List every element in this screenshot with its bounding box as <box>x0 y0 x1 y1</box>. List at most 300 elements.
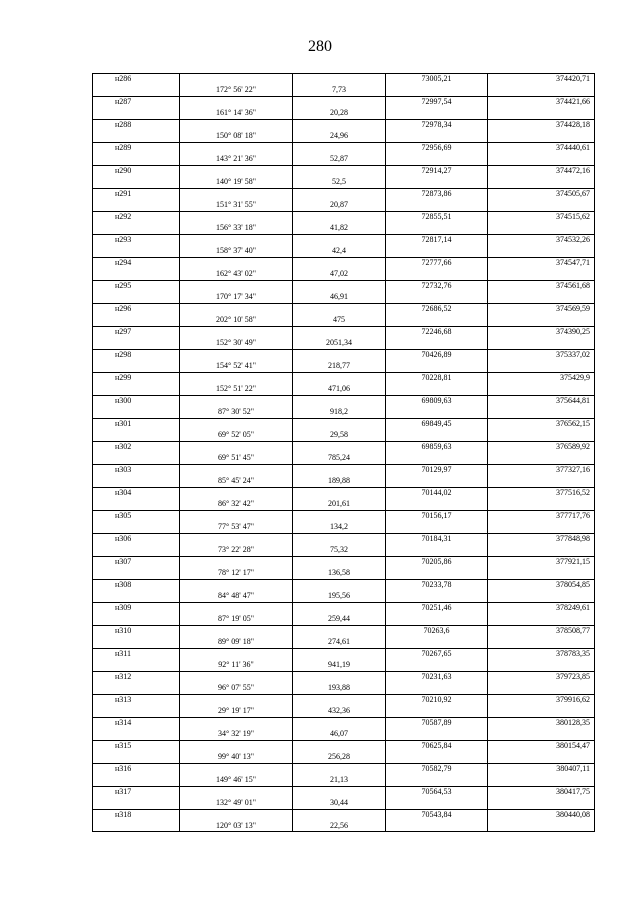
direction-angle-cell <box>180 557 293 568</box>
distance-cell <box>293 603 386 614</box>
point-name-cell: н290 <box>92 166 180 177</box>
direction-angle-cell: 86° 32' 42" <box>180 499 293 511</box>
y-coordinate-cell: 377921,15 <box>488 557 595 568</box>
direction-angle-cell <box>180 304 293 315</box>
distance-cell <box>293 189 386 200</box>
point-name-cell: н311 <box>92 649 180 660</box>
direction-angle-cell: 85° 45' 24" <box>180 476 293 488</box>
table-row-segment <box>92 131 595 143</box>
distance-cell: 201,61 <box>293 499 386 511</box>
table-row-point <box>92 510 595 522</box>
distance-cell: 20,28 <box>293 108 386 120</box>
y-coordinate-cell <box>488 706 595 718</box>
direction-angle-cell <box>180 419 293 430</box>
x-coordinate-cell <box>386 798 488 810</box>
direction-angle-cell <box>180 189 293 200</box>
direction-angle-cell <box>180 511 293 522</box>
point-name-cell: н299 <box>92 373 180 384</box>
y-coordinate-cell <box>488 154 595 166</box>
y-coordinate-cell <box>488 499 595 511</box>
x-coordinate-cell: 69859,63 <box>386 442 488 453</box>
x-coordinate-cell <box>386 499 488 511</box>
direction-angle-cell: 34° 32' 19" <box>180 729 293 741</box>
table-row-segment <box>92 683 595 695</box>
point-name-cell: н310 <box>92 626 180 637</box>
x-coordinate-cell: 70543,84 <box>386 810 488 821</box>
distance-cell: 256,28 <box>293 752 386 764</box>
table-row-segment <box>92 614 595 626</box>
y-coordinate-cell <box>488 775 595 787</box>
y-coordinate-cell <box>488 292 595 304</box>
table-row-segment <box>92 752 595 764</box>
direction-angle-cell: 161° 14' 36" <box>180 108 293 120</box>
x-coordinate-cell: 70233,78 <box>386 580 488 591</box>
table-row-point <box>92 188 595 200</box>
x-coordinate-cell: 70582,79 <box>386 764 488 775</box>
x-coordinate-cell <box>386 545 488 557</box>
point-name-cell: н312 <box>92 672 180 683</box>
y-coordinate-cell <box>488 821 595 832</box>
distance-cell: 195,56 <box>293 591 386 603</box>
point-name-cell <box>92 798 180 810</box>
y-coordinate-cell: 375644,81 <box>488 396 595 407</box>
y-coordinate-cell: 376562,15 <box>488 419 595 430</box>
point-name-cell <box>92 315 180 327</box>
distance-cell <box>293 166 386 177</box>
distance-cell <box>293 787 386 798</box>
y-coordinate-cell <box>488 660 595 672</box>
x-coordinate-cell <box>386 476 488 488</box>
distance-cell: 274,61 <box>293 637 386 649</box>
distance-cell <box>293 74 386 85</box>
x-coordinate-cell: 69809,63 <box>386 396 488 407</box>
distance-cell: 30,44 <box>293 798 386 810</box>
point-name-cell: н295 <box>92 281 180 292</box>
point-name-cell: н305 <box>92 511 180 522</box>
x-coordinate-cell: 70210,92 <box>386 695 488 706</box>
y-coordinate-cell <box>488 200 595 212</box>
distance-cell <box>293 626 386 637</box>
direction-angle-cell <box>180 327 293 338</box>
y-coordinate-cell <box>488 683 595 695</box>
point-name-cell: н292 <box>92 212 180 223</box>
direction-angle-cell <box>180 465 293 476</box>
direction-angle-cell: 87° 30' 52" <box>180 407 293 419</box>
point-name-cell <box>92 683 180 695</box>
x-coordinate-cell <box>386 108 488 120</box>
table-row-point <box>92 119 595 131</box>
y-coordinate-cell <box>488 545 595 557</box>
point-name-cell <box>92 660 180 672</box>
point-name-cell <box>92 223 180 235</box>
table-row-point <box>92 211 595 223</box>
x-coordinate-cell <box>386 752 488 764</box>
x-coordinate-cell <box>386 430 488 442</box>
x-coordinate-cell <box>386 200 488 212</box>
distance-cell: 136,58 <box>293 568 386 580</box>
y-coordinate-cell: 379916,62 <box>488 695 595 706</box>
table-row-point <box>92 740 595 752</box>
point-name-cell: н303 <box>92 465 180 476</box>
y-coordinate-cell <box>488 177 595 189</box>
table-row-point <box>92 556 595 568</box>
distance-cell: 7,73 <box>293 85 386 97</box>
table-row-segment <box>92 545 595 557</box>
y-coordinate-cell: 374547,71 <box>488 258 595 269</box>
table-row-point <box>92 96 595 108</box>
direction-angle-cell <box>180 258 293 269</box>
x-coordinate-cell <box>386 361 488 373</box>
table-row-point <box>92 694 595 706</box>
x-coordinate-cell: 72978,34 <box>386 120 488 131</box>
y-coordinate-cell: 380417,75 <box>488 787 595 798</box>
direction-angle-cell: 69° 51' 45" <box>180 453 293 465</box>
table-row-point <box>92 441 595 453</box>
x-coordinate-cell: 72873,86 <box>386 189 488 200</box>
distance-cell <box>293 442 386 453</box>
point-name-cell <box>92 177 180 189</box>
point-name-cell <box>92 131 180 143</box>
point-name-cell: н287 <box>92 97 180 108</box>
direction-angle-cell: 69° 52' 05" <box>180 430 293 442</box>
x-coordinate-cell <box>386 223 488 235</box>
distance-cell: 42,4 <box>293 246 386 258</box>
direction-angle-cell: 77° 53' 47" <box>180 522 293 534</box>
point-name-cell: н294 <box>92 258 180 269</box>
point-name-cell: н286 <box>92 74 180 85</box>
point-name-cell: н317 <box>92 787 180 798</box>
x-coordinate-cell: 70144,02 <box>386 488 488 499</box>
direction-angle-cell <box>180 212 293 223</box>
distance-cell <box>293 396 386 407</box>
point-name-cell <box>92 706 180 718</box>
x-coordinate-cell: 72246,68 <box>386 327 488 338</box>
table-row-segment <box>92 223 595 235</box>
point-name-cell <box>92 752 180 764</box>
y-coordinate-cell <box>488 476 595 488</box>
direction-angle-cell <box>180 718 293 729</box>
direction-angle-cell <box>180 649 293 660</box>
distance-cell: 918,2 <box>293 407 386 419</box>
direction-angle-cell <box>180 396 293 407</box>
direction-angle-cell <box>180 166 293 177</box>
y-coordinate-cell: 377848,98 <box>488 534 595 545</box>
direction-angle-cell: 87° 19' 05" <box>180 614 293 626</box>
direction-angle-cell <box>180 810 293 821</box>
point-name-cell <box>92 637 180 649</box>
point-name-cell: н298 <box>92 350 180 361</box>
y-coordinate-cell <box>488 131 595 143</box>
y-coordinate-cell: 374532,26 <box>488 235 595 246</box>
direction-angle-cell <box>180 488 293 499</box>
direction-angle-cell: 140° 19' 58" <box>180 177 293 189</box>
direction-angle-cell: 172° 56' 22" <box>180 85 293 97</box>
table-row-point <box>92 579 595 591</box>
y-coordinate-cell: 374472,16 <box>488 166 595 177</box>
x-coordinate-cell: 70625,84 <box>386 741 488 752</box>
distance-cell <box>293 557 386 568</box>
table-row-point <box>92 349 595 361</box>
direction-angle-cell: 152° 51' 22" <box>180 384 293 396</box>
direction-angle-cell: 92° 11' 36" <box>180 660 293 672</box>
point-name-cell: н318 <box>92 810 180 821</box>
x-coordinate-cell: 70267,65 <box>386 649 488 660</box>
y-coordinate-cell <box>488 430 595 442</box>
y-coordinate-cell: 380128,35 <box>488 718 595 729</box>
table-row-segment <box>92 637 595 649</box>
table-row-point <box>92 418 595 430</box>
y-coordinate-cell: 374428,18 <box>488 120 595 131</box>
x-coordinate-cell <box>386 614 488 626</box>
distance-cell: 432,36 <box>293 706 386 718</box>
y-coordinate-cell <box>488 798 595 810</box>
distance-cell <box>293 120 386 131</box>
x-coordinate-cell: 70228,81 <box>386 373 488 384</box>
distance-cell <box>293 258 386 269</box>
distance-cell <box>293 143 386 154</box>
point-name-cell <box>92 545 180 557</box>
x-coordinate-cell: 70184,31 <box>386 534 488 545</box>
distance-cell <box>293 350 386 361</box>
y-coordinate-cell: 376589,92 <box>488 442 595 453</box>
table-row-point <box>92 257 595 269</box>
y-coordinate-cell: 374515,62 <box>488 212 595 223</box>
x-coordinate-cell: 72997,54 <box>386 97 488 108</box>
distance-cell: 20,87 <box>293 200 386 212</box>
point-name-cell <box>92 361 180 373</box>
direction-angle-cell: 152° 30' 49" <box>180 338 293 350</box>
distance-cell <box>293 810 386 821</box>
x-coordinate-cell: 70205,86 <box>386 557 488 568</box>
table-row-point <box>92 280 595 292</box>
point-name-cell <box>92 338 180 350</box>
x-coordinate-cell <box>386 775 488 787</box>
table-row-point <box>92 671 595 683</box>
y-coordinate-cell: 378249,61 <box>488 603 595 614</box>
x-coordinate-cell <box>386 568 488 580</box>
x-coordinate-cell <box>386 131 488 143</box>
y-coordinate-cell <box>488 315 595 327</box>
table-row-point <box>92 372 595 384</box>
direction-angle-cell: 99° 40' 13" <box>180 752 293 764</box>
y-coordinate-cell <box>488 407 595 419</box>
point-name-cell <box>92 729 180 741</box>
direction-angle-cell: 84° 48' 47" <box>180 591 293 603</box>
point-name-cell <box>92 476 180 488</box>
direction-angle-cell: 158° 37' 40" <box>180 246 293 258</box>
point-name-cell: н313 <box>92 695 180 706</box>
direction-angle-cell <box>180 764 293 775</box>
direction-angle-cell: 162° 43' 02" <box>180 269 293 281</box>
x-coordinate-cell: 70156,17 <box>386 511 488 522</box>
x-coordinate-cell: 72956,69 <box>386 143 488 154</box>
table-row-point <box>92 763 595 775</box>
direction-angle-cell <box>180 603 293 614</box>
table-row-segment <box>92 499 595 511</box>
point-name-cell <box>92 292 180 304</box>
table-row-point <box>92 395 595 407</box>
y-coordinate-cell: 374561,68 <box>488 281 595 292</box>
direction-angle-cell <box>180 97 293 108</box>
distance-cell <box>293 419 386 430</box>
distance-cell: 47,02 <box>293 269 386 281</box>
distance-cell: 22,56 <box>293 821 386 832</box>
direction-angle-cell <box>180 143 293 154</box>
x-coordinate-cell: 70587,89 <box>386 718 488 729</box>
point-name-cell <box>92 821 180 832</box>
table-row-point <box>92 602 595 614</box>
distance-cell: 52,5 <box>293 177 386 189</box>
direction-angle-cell <box>180 74 293 85</box>
distance-cell <box>293 764 386 775</box>
y-coordinate-cell: 374505,67 <box>488 189 595 200</box>
y-coordinate-cell: 378054,85 <box>488 580 595 591</box>
table-row-segment <box>92 200 595 212</box>
table-row-segment <box>92 591 595 603</box>
x-coordinate-cell <box>386 637 488 649</box>
table-row-segment <box>92 177 595 189</box>
point-name-cell <box>92 407 180 419</box>
point-name-cell <box>92 453 180 465</box>
y-coordinate-cell: 374569,59 <box>488 304 595 315</box>
table-row-point <box>92 487 595 499</box>
table-row-segment <box>92 361 595 373</box>
point-name-cell <box>92 591 180 603</box>
direction-angle-cell: 151° 31' 55" <box>180 200 293 212</box>
table-row-point <box>92 648 595 660</box>
point-name-cell: н300 <box>92 396 180 407</box>
direction-angle-cell <box>180 120 293 131</box>
y-coordinate-cell <box>488 338 595 350</box>
y-coordinate-cell: 380407,11 <box>488 764 595 775</box>
distance-cell: 189,88 <box>293 476 386 488</box>
direction-angle-cell: 149° 46' 15" <box>180 775 293 787</box>
distance-cell <box>293 235 386 246</box>
table-row-segment <box>92 246 595 258</box>
point-name-cell: н315 <box>92 741 180 752</box>
direction-angle-cell: 170° 17' 34" <box>180 292 293 304</box>
direction-angle-cell: 150° 08' 18" <box>180 131 293 143</box>
x-coordinate-cell <box>386 591 488 603</box>
x-coordinate-cell: 69849,45 <box>386 419 488 430</box>
y-coordinate-cell <box>488 752 595 764</box>
coordinates-table <box>92 73 595 832</box>
distance-cell <box>293 327 386 338</box>
distance-cell <box>293 281 386 292</box>
x-coordinate-cell <box>386 292 488 304</box>
point-name-cell: н304 <box>92 488 180 499</box>
y-coordinate-cell <box>488 614 595 626</box>
table-row-segment <box>92 775 595 787</box>
point-name-cell <box>92 108 180 120</box>
x-coordinate-cell: 72732,76 <box>386 281 488 292</box>
direction-angle-cell: 143° 21' 36" <box>180 154 293 166</box>
distance-cell: 21,13 <box>293 775 386 787</box>
distance-cell <box>293 672 386 683</box>
distance-cell: 785,24 <box>293 453 386 465</box>
point-name-cell: н307 <box>92 557 180 568</box>
table-row-segment <box>92 384 595 396</box>
distance-cell <box>293 718 386 729</box>
point-name-cell: н301 <box>92 419 180 430</box>
y-coordinate-cell <box>488 568 595 580</box>
y-coordinate-cell <box>488 384 595 396</box>
direction-angle-cell <box>180 373 293 384</box>
x-coordinate-cell <box>386 683 488 695</box>
x-coordinate-cell: 70263,6 <box>386 626 488 637</box>
direction-angle-cell <box>180 350 293 361</box>
point-name-cell <box>92 430 180 442</box>
table-row-point <box>92 533 595 545</box>
x-coordinate-cell <box>386 407 488 419</box>
x-coordinate-cell <box>386 246 488 258</box>
direction-angle-cell <box>180 787 293 798</box>
y-coordinate-cell <box>488 522 595 534</box>
distance-cell: 75,32 <box>293 545 386 557</box>
table-row-segment <box>92 821 595 833</box>
point-name-cell <box>92 246 180 258</box>
x-coordinate-cell: 72914,27 <box>386 166 488 177</box>
x-coordinate-cell: 70251,46 <box>386 603 488 614</box>
x-coordinate-cell: 72777,66 <box>386 258 488 269</box>
table-row-segment <box>92 706 595 718</box>
y-coordinate-cell: 377516,52 <box>488 488 595 499</box>
distance-cell: 259,44 <box>293 614 386 626</box>
direction-angle-cell: 154° 52' 41" <box>180 361 293 373</box>
x-coordinate-cell: 70564,53 <box>386 787 488 798</box>
point-name-cell: н308 <box>92 580 180 591</box>
direction-angle-cell: 202° 10' 58" <box>180 315 293 327</box>
direction-angle-cell <box>180 235 293 246</box>
table-row-segment <box>92 315 595 327</box>
x-coordinate-cell <box>386 453 488 465</box>
distance-cell <box>293 741 386 752</box>
table-row-segment <box>92 798 595 810</box>
distance-cell: 46,91 <box>293 292 386 304</box>
y-coordinate-cell: 374421,66 <box>488 97 595 108</box>
point-name-cell: н309 <box>92 603 180 614</box>
distance-cell <box>293 212 386 223</box>
x-coordinate-cell: 73005,21 <box>386 74 488 85</box>
distance-cell <box>293 488 386 499</box>
point-name-cell: н289 <box>92 143 180 154</box>
y-coordinate-cell: 374390,25 <box>488 327 595 338</box>
direction-angle-cell <box>180 626 293 637</box>
table-row-point <box>92 73 595 85</box>
distance-cell: 941,19 <box>293 660 386 672</box>
direction-angle-cell <box>180 695 293 706</box>
table-row-segment <box>92 430 595 442</box>
distance-cell <box>293 97 386 108</box>
point-name-cell <box>92 85 180 97</box>
distance-cell: 46,07 <box>293 729 386 741</box>
direction-angle-cell: 73° 22' 28" <box>180 545 293 557</box>
point-name-cell: н291 <box>92 189 180 200</box>
y-coordinate-cell <box>488 591 595 603</box>
y-coordinate-cell <box>488 361 595 373</box>
point-name-cell <box>92 499 180 511</box>
distance-cell: 193,88 <box>293 683 386 695</box>
distance-cell: 471,06 <box>293 384 386 396</box>
table-row-point <box>92 717 595 729</box>
point-name-cell: н306 <box>92 534 180 545</box>
point-name-cell <box>92 200 180 212</box>
distance-cell <box>293 304 386 315</box>
direction-angle-cell <box>180 281 293 292</box>
direction-angle-cell <box>180 741 293 752</box>
x-coordinate-cell <box>386 85 488 97</box>
y-coordinate-cell <box>488 453 595 465</box>
